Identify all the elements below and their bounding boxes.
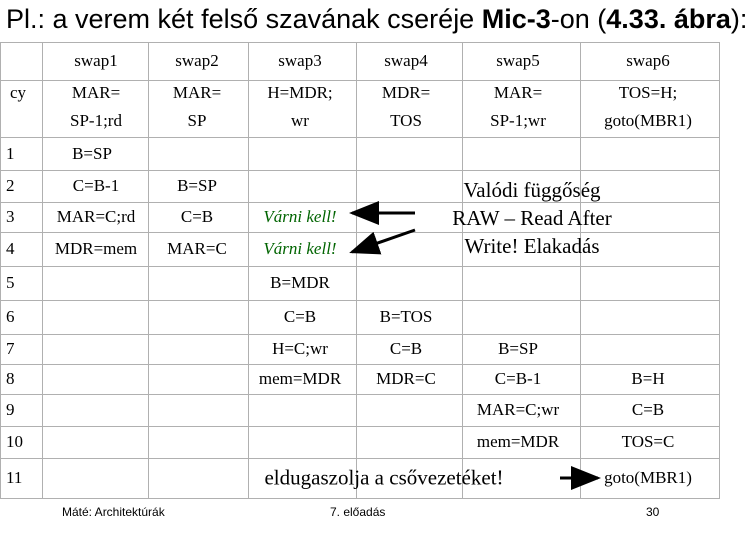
pipeline-stall-note: eldugaszolja a csővezetéket! xyxy=(264,465,504,490)
microinstruction-swap5-line-1: MAR= xyxy=(493,83,543,102)
column-header-swap4: swap4 xyxy=(384,51,428,70)
table-cell: MDR=mem xyxy=(54,239,138,258)
table-cell: B=SP xyxy=(72,143,112,163)
table-cell: B=H xyxy=(631,369,665,388)
microinstruction-swap1-line-2: SP-1;rd xyxy=(70,111,122,130)
microinstruction-swap2-line-2: SP xyxy=(187,111,207,130)
table-cell: MDR=C xyxy=(376,369,436,388)
table-cell: C=B-1 xyxy=(494,369,542,388)
cycle-number: 8 xyxy=(6,369,15,388)
microinstruction-swap2-line-1: MAR= xyxy=(172,83,222,102)
column-header-swap3: swap3 xyxy=(278,51,322,70)
cycle-number: 9 xyxy=(6,400,15,419)
table-cell: MAR=C;wr xyxy=(476,400,560,419)
cycle-number: 2 xyxy=(6,176,15,195)
column-header-swap6: swap6 xyxy=(626,51,670,70)
table-cell: B=TOS xyxy=(379,307,433,326)
table-cell: mem=MDR xyxy=(258,369,342,388)
cycle-number: 3 xyxy=(6,207,15,226)
title-prefix: Pl.: a verem két felső szavának cseréje xyxy=(6,4,482,34)
column-header-swap2: swap2 xyxy=(175,51,219,70)
wait-warning: Várni kell! xyxy=(263,239,337,258)
cycle-number: 4 xyxy=(6,239,15,258)
title-mic: Mic-3 xyxy=(481,4,551,34)
microinstruction-swap4-line-1: MDR= xyxy=(381,83,431,102)
table-cell: C=B xyxy=(389,339,423,358)
footer-page-number: 30 xyxy=(646,505,660,519)
callout-line-1: Valódi függőség xyxy=(463,178,601,202)
wait-warning: Várni kell! xyxy=(263,207,337,226)
cycle-number: 1 xyxy=(6,143,15,163)
microinstruction-swap1-line-1: MAR= xyxy=(71,83,121,102)
microinstruction-swap4-line-2: TOS xyxy=(390,111,422,130)
table-cell: MAR=C;rd xyxy=(56,207,136,226)
table-cell: TOS=C xyxy=(621,432,675,451)
column-header-swap5: swap5 xyxy=(496,51,540,70)
table-cell: B=SP xyxy=(498,339,538,358)
table-cell: B=MDR xyxy=(270,273,330,292)
microinstruction-swap6-line-1: TOS=H; xyxy=(618,83,678,102)
arrow-to-wait-2 xyxy=(352,230,415,252)
title-figure-ref: 4.33. ábra xyxy=(606,4,731,34)
footer-author: Máté: Architektúrák xyxy=(62,505,165,519)
table-cell: C=B xyxy=(283,307,317,326)
cycle-number: 10 xyxy=(6,432,23,451)
table-cell: C=B xyxy=(631,400,665,419)
footer-lecture: 7. előadás xyxy=(330,505,386,519)
cycle-header: cy xyxy=(9,83,27,102)
cycle-number: 6 xyxy=(6,307,15,326)
microinstruction-swap3-line-2: wr xyxy=(291,111,309,130)
callout-line-2: RAW – Read After xyxy=(452,206,612,230)
cycle-number: 7 xyxy=(6,339,15,358)
table-cell: mem=MDR xyxy=(476,432,560,451)
cycle-number: 11 xyxy=(6,468,23,487)
cycle-number: 5 xyxy=(6,273,15,292)
title-suffix: ): xyxy=(730,4,747,34)
table-cell: goto(MBR1) xyxy=(604,468,692,487)
microinstruction-swap6-line-2: goto(MBR1) xyxy=(604,111,692,130)
table-cell: MAR=C xyxy=(167,239,227,258)
table-cell: C=B xyxy=(180,207,214,226)
table-cell: H=C;wr xyxy=(272,339,328,358)
table-cell: B=SP xyxy=(177,176,217,195)
title-middle: -on ( xyxy=(550,4,607,34)
microinstruction-swap5-line-2: SP-1;wr xyxy=(490,111,546,130)
table-cell: C=B-1 xyxy=(72,176,120,195)
column-header-swap1: swap1 xyxy=(74,51,118,70)
microinstruction-swap3-line-1: H=MDR; xyxy=(267,83,333,102)
callout-line-3: Write! Elakadás xyxy=(464,234,600,258)
